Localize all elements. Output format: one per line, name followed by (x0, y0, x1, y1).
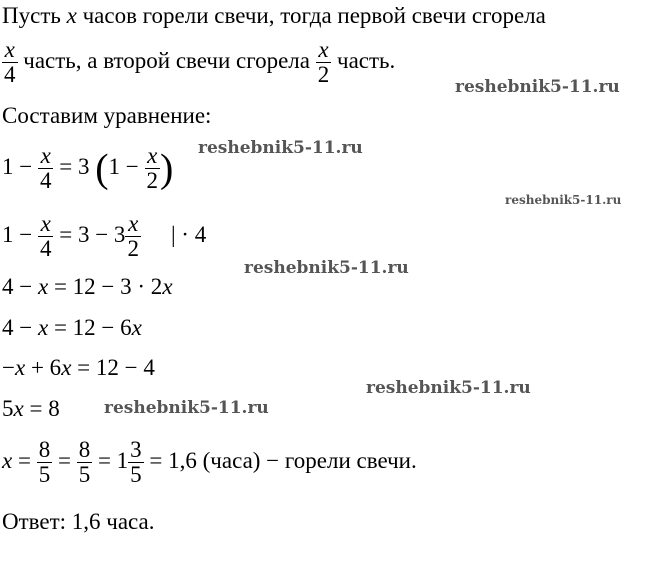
fraction-x-over-4: $\frac{x}{4}$ (4, 37, 16, 88)
watermark-6: reshebnik5-11.ru (104, 398, 269, 418)
eq2-fraction-2: $\frac{x}{2}$ (127, 211, 139, 262)
eq2-fraction: $\frac{x}{4}$ (39, 211, 52, 262)
watermark-4: reshebnik5-11.ru (244, 258, 409, 278)
equation-2: 1 − $\frac{x}{4}$ = 3 − 3 $\frac{x}{2}$ | · 4 (2, 211, 207, 262)
eq7-fraction-3: $\frac{3}{5}$ (130, 437, 142, 488)
equation-5: −x + 6x = 12 − 4 (2, 355, 155, 380)
eq1-fraction: $\frac{x}{4}$ (39, 143, 52, 194)
intro-text-1: Пусть (2, 3, 67, 28)
equation-4: 4 − x = 12 − 6x (2, 315, 142, 340)
eq7-fraction-2: $\frac{8}{5}$ (78, 437, 91, 488)
compose-line: Составим уравнение: (2, 103, 212, 128)
fraction-x-over-2: $\frac{x}{2}$ (317, 37, 330, 88)
part-text-1: часть, а второй свечи сгорела (17, 47, 316, 73)
watermark-3: reshebnik5-11.ru (505, 193, 622, 207)
parts-line (2, 38, 395, 87)
answer-line: Ответ: 1,6 часа. (2, 509, 155, 534)
watermark-5: reshebnik5-11.ru (366, 378, 531, 398)
watermark-1: reshebnik5-11.ru (455, 77, 620, 97)
eq7-fraction-1: $\frac{8}{5}$ (38, 437, 51, 488)
variable-x: x (66, 3, 77, 28)
intro-line (2, 4, 546, 27)
equation-3: 4 − x = 12 − 3 · 2x (2, 274, 173, 299)
intro-text-2: часов горели свечи, тогда первой свечи сгорела (76, 3, 546, 28)
eq1-inner-fraction: $\frac{x}{2}$ (146, 143, 159, 194)
equation-7: x = $\frac{8}{5}$ = $\frac{8}{5}$ = 1 $\frac{3}{5}$ = 1,6 (часа) − горели свечи. (2, 437, 417, 488)
multiply-note: | · 4 (170, 221, 207, 247)
watermark-2: reshebnik5-11.ru (198, 138, 363, 158)
equation-1: 1 − $\frac{x}{4}$ = 3 (1 − $\frac{x}{2}$ ) (2, 143, 174, 194)
equation-6: 5x = 8 (2, 396, 60, 421)
part-text-2: часть. (331, 47, 396, 73)
